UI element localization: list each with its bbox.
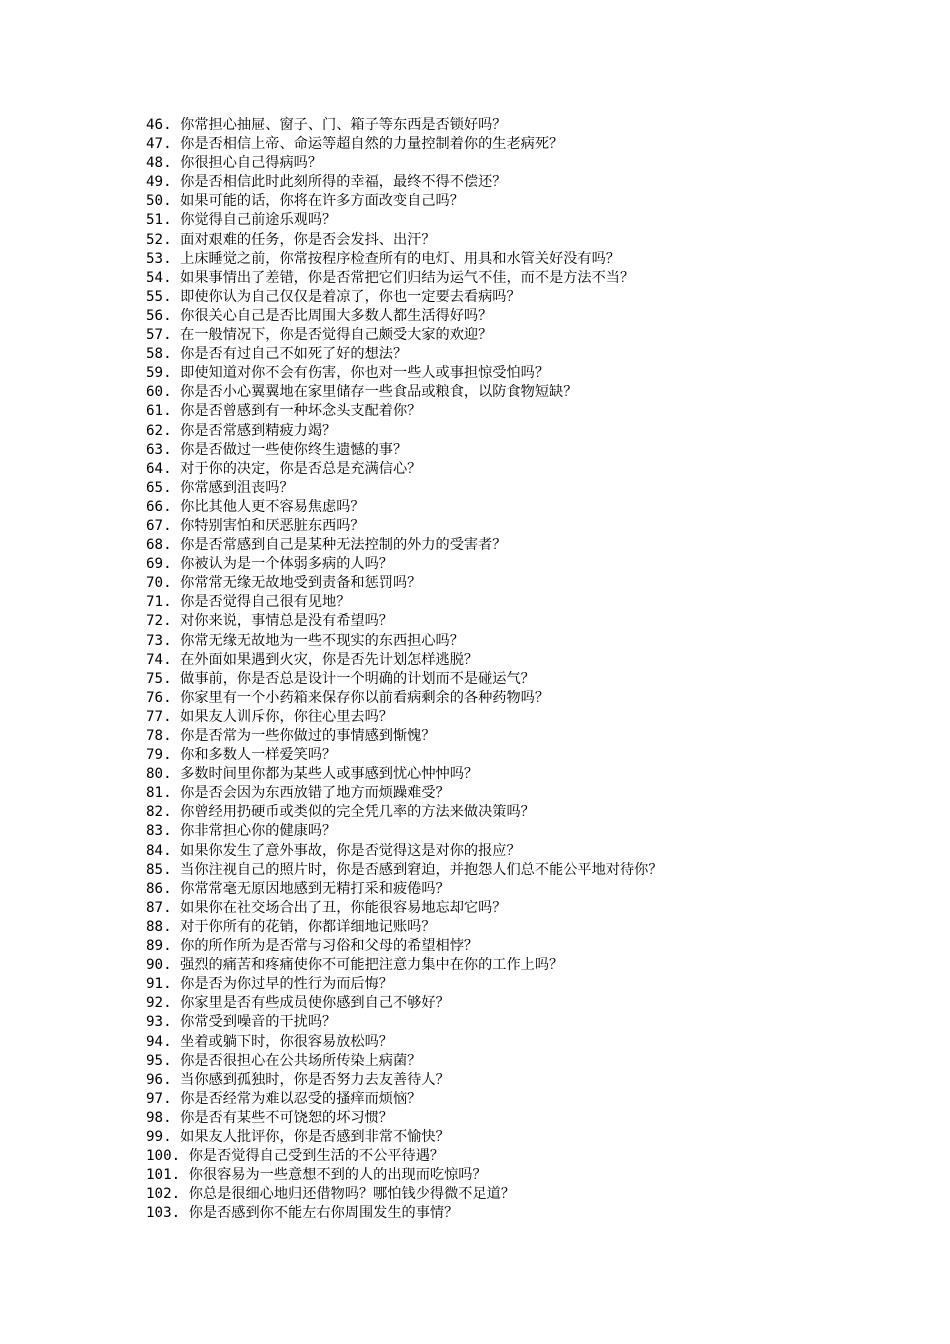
question-item	[146, 154, 926, 173]
question-text: 你很容易为一些意想不到的人的出现而吃惊吗？	[188, 1167, 487, 1184]
question-number: 57.	[146, 327, 172, 344]
question-item	[146, 651, 926, 670]
question-text: 你常感到沮丧吗？	[180, 479, 294, 496]
question-item	[146, 975, 926, 994]
question-text: 你总是很细心地归还借物吗？哪怕钱少得微不足道？	[188, 1186, 516, 1203]
question-text: 多数时间里你都为某些人或事感到忧心忡忡吗？	[180, 766, 479, 783]
question-number: 55.	[146, 288, 172, 305]
question-text: 如果事情出了差错，你是否常把它们归结为运气不佳，而不是方法不当？	[180, 269, 635, 286]
question-number: 85.	[146, 861, 172, 878]
question-number: 84.	[146, 842, 172, 859]
question-number: 76.	[146, 689, 172, 706]
question-text: 如果友人批评你，你是否感到非常不愉快？	[180, 1128, 450, 1145]
question-text: 面对艰难的任务，你是否会发抖、出汗？	[180, 231, 436, 248]
question-item	[146, 1147, 926, 1166]
question-text: 当你注视自己的照片时，你是否感到窘迫，并抱怨人们总不能公平地对待你？	[180, 861, 663, 878]
question-number: 65.	[146, 479, 172, 496]
question-text: 你是否相信上帝、命运等超自然的力量控制着你的生老病死？	[180, 136, 564, 153]
question-text: 强烈的痛苦和疼痛使你不可能把注意力集中在你的工作上吗？	[180, 957, 564, 974]
question-text: 在外面如果遇到火灾，你是否先计划怎样逃脱？	[180, 651, 479, 668]
question-item	[146, 116, 926, 135]
question-item	[146, 402, 926, 421]
question-number: 63.	[146, 441, 172, 458]
question-text: 你是否曾感到有一种坏念头支配着你？	[180, 403, 422, 420]
question-text: 如果可能的话，你将在许多方面改变自己吗？	[180, 193, 464, 210]
question-text: 坐着或躺下时，你很容易放松吗？	[180, 1033, 393, 1050]
question-number: 48.	[146, 155, 172, 172]
question-text: 你是否常感到精疲力竭？	[180, 422, 337, 439]
question-item	[146, 937, 926, 956]
question-item	[146, 670, 926, 689]
question-text: 你是否常感到自己是某种无法控制的外力的受害者？	[180, 537, 507, 554]
question-text: 你是否相信此时此刻所得的幸福，最终不得不偿还？	[180, 174, 507, 191]
question-item	[146, 517, 926, 536]
question-number: 87.	[146, 899, 172, 916]
question-text: 当你感到孤独时，你是否努力去友善待人？	[180, 1071, 450, 1088]
question-text: 上床睡觉之前，你常按程序检查所有的电灯、用具和水管关好没有吗？	[180, 250, 620, 267]
question-item	[146, 288, 926, 307]
question-text: 你很担心自己得病吗？	[180, 155, 323, 172]
question-number: 93.	[146, 1014, 172, 1031]
question-text: 在一般情况下，你是否觉得自己颇受大家的欢迎？	[180, 327, 493, 344]
question-text: 你是否觉得自己很有见地？	[180, 594, 351, 611]
question-number: 92.	[146, 995, 172, 1012]
question-item	[146, 822, 926, 841]
question-item	[146, 1033, 926, 1052]
question-text: 你是否有某些不可饶恕的坏习惯？	[180, 1109, 393, 1126]
question-item	[146, 479, 926, 498]
question-item	[146, 861, 926, 880]
question-text: 你被认为是一个体弱多病的人吗？	[180, 556, 393, 573]
question-text: 你是否会因为东西放错了地方而烦躁难受？	[180, 785, 450, 802]
question-text: 你是否小心翼翼地在家里储存一些食品或粮食，以防食物短缺？	[180, 384, 578, 401]
question-text: 如果你在社交场合出了丑，你能很容易地忘却它吗？	[180, 899, 507, 916]
question-number: 58.	[146, 346, 172, 363]
question-number: 102.	[146, 1186, 181, 1203]
question-number: 72.	[146, 613, 172, 630]
question-text: 你是否有过自己不如死了好的想法？	[180, 346, 408, 363]
question-number: 103.	[146, 1205, 181, 1222]
question-number: 71.	[146, 594, 172, 611]
question-text: 你是否做过一些使你终生遗憾的事？	[180, 441, 408, 458]
question-text: 如果友人训斥你，你往心里去吗？	[180, 708, 393, 725]
question-text: 对你来说，事情总是没有希望吗？	[180, 613, 393, 630]
question-text: 你比其他人更不容易焦虑吗？	[180, 498, 365, 515]
question-number: 99.	[146, 1128, 172, 1145]
question-number: 88.	[146, 918, 172, 935]
question-number: 89.	[146, 938, 172, 955]
question-item	[146, 727, 926, 746]
question-item	[146, 1128, 926, 1147]
question-text: 对于你所有的花销，你都详细地记账吗？	[180, 918, 436, 935]
question-number: 66.	[146, 498, 172, 515]
question-text: 做事前，你是否总是设计一个明确的计划而不是碰运气？	[180, 670, 535, 687]
question-item	[146, 173, 926, 192]
question-item	[146, 441, 926, 460]
question-item	[146, 842, 926, 861]
question-text: 你常受到噪音的干扰吗？	[180, 1014, 337, 1031]
question-item	[146, 1204, 926, 1223]
question-item	[146, 1071, 926, 1090]
question-item	[146, 593, 926, 612]
question-number: 64.	[146, 460, 172, 477]
question-text: 如果你发生了意外事故，你是否觉得这是对你的报应？	[180, 842, 521, 859]
question-item	[146, 880, 926, 899]
question-number: 61.	[146, 403, 172, 420]
question-item	[146, 326, 926, 345]
question-item	[146, 211, 926, 230]
question-number: 68.	[146, 537, 172, 554]
question-number: 83.	[146, 823, 172, 840]
question-item	[146, 250, 926, 269]
question-text: 你家里有一个小药箱来保存你以前看病剩余的各种药物吗？	[180, 689, 550, 706]
question-item	[146, 192, 926, 211]
question-text: 你很关心自己是否比周围大多数人都生活得好吗？	[180, 307, 493, 324]
question-list	[146, 116, 926, 1223]
question-number: 46.	[146, 117, 172, 133]
question-item	[146, 460, 926, 479]
question-item	[146, 269, 926, 288]
question-item	[146, 1109, 926, 1128]
question-number: 97.	[146, 1090, 172, 1107]
question-item	[146, 574, 926, 593]
question-item	[146, 555, 926, 574]
question-text: 你是否经常为难以忍受的搔痒而烦恼？	[180, 1090, 422, 1107]
question-number: 53.	[146, 250, 172, 267]
question-text: 你是否为你过早的性行为而后悔？	[180, 976, 393, 993]
question-item	[146, 803, 926, 822]
question-text: 你是否觉得自己受到生活的不公平待遇？	[188, 1148, 445, 1165]
question-number: 94.	[146, 1033, 172, 1050]
question-item	[146, 383, 926, 402]
question-item	[146, 231, 926, 250]
question-number: 52.	[146, 231, 172, 248]
question-text: 你是否很担心在公共场所传染上病菌？	[180, 1052, 422, 1069]
question-number: 51.	[146, 212, 172, 229]
question-number: 81.	[146, 785, 172, 802]
question-item	[146, 784, 926, 803]
question-item	[146, 307, 926, 326]
question-text: 你曾经用扔硬币或类似的完全凭几率的方法来做决策吗？	[180, 804, 535, 821]
question-number: 79.	[146, 747, 172, 764]
question-item	[146, 708, 926, 727]
question-text: 你是否常为一些你做过的事情感到惭愧？	[180, 728, 436, 744]
question-item	[146, 612, 926, 631]
question-text: 你非常担心你的健康吗？	[180, 823, 337, 840]
question-item	[146, 1185, 926, 1204]
question-number: 80.	[146, 766, 172, 783]
question-number: 75.	[146, 670, 172, 687]
question-number: 47.	[146, 136, 172, 153]
question-text: 对于你的决定，你是否总是充满信心？	[180, 460, 422, 477]
question-number: 60.	[146, 384, 172, 401]
question-number: 101.	[146, 1167, 181, 1184]
question-number: 73.	[146, 632, 172, 649]
question-number: 70.	[146, 575, 172, 592]
question-item	[146, 1090, 926, 1109]
question-item	[146, 632, 926, 651]
question-number: 59.	[146, 365, 172, 382]
question-text: 你是否感到你不能左右你周围发生的事情？	[188, 1205, 459, 1222]
question-number: 77.	[146, 708, 172, 725]
question-item	[146, 956, 926, 975]
question-number: 67.	[146, 517, 172, 534]
question-number: 50.	[146, 193, 172, 210]
question-number: 98.	[146, 1109, 172, 1126]
question-item	[146, 689, 926, 708]
question-number: 100.	[146, 1148, 181, 1165]
question-item	[146, 899, 926, 918]
question-number: 74.	[146, 651, 172, 668]
question-text: 你觉得自己前途乐观吗？	[180, 212, 337, 229]
question-item	[146, 345, 926, 364]
question-text: 你特别害怕和厌恶脏东西吗？	[180, 517, 365, 534]
question-text: 你和多数人一样爱笑吗？	[180, 747, 337, 764]
question-number: 96.	[146, 1071, 172, 1088]
question-number: 69.	[146, 556, 172, 573]
question-text: 你家里是否有些成员使你感到自己不够好？	[180, 995, 450, 1012]
question-item	[146, 765, 926, 784]
question-item	[146, 918, 926, 937]
question-item	[146, 135, 926, 154]
question-text: 你常常毫无原因地感到无精打采和疲倦吗？	[180, 880, 450, 897]
question-item	[146, 422, 926, 441]
question-item	[146, 498, 926, 517]
question-text: 你常担心抽屉、窗子、门、箱子等东西是否锁好吗？	[180, 117, 507, 133]
question-number: 95.	[146, 1052, 172, 1069]
question-number: 82.	[146, 804, 172, 821]
question-item	[146, 364, 926, 383]
question-item	[146, 1052, 926, 1071]
question-item	[146, 1166, 926, 1185]
question-item	[146, 1013, 926, 1032]
question-number: 86.	[146, 880, 172, 897]
question-item	[146, 536, 926, 555]
question-number: 62.	[146, 422, 172, 439]
question-text: 你的所作所为是否常与习俗和父母的希望相悖？	[180, 938, 479, 955]
question-number: 56.	[146, 307, 172, 324]
question-item	[146, 994, 926, 1013]
question-text: 你常无缘无故地为一些不现实的东西担心吗？	[180, 632, 464, 649]
question-text: 你常常无缘无故地受到责备和惩罚吗？	[180, 575, 422, 592]
question-text: 即使你认为自己仅仅是着凉了，你也一定要去看病吗？	[180, 288, 521, 305]
question-number: 90.	[146, 957, 172, 974]
question-number: 49.	[146, 174, 172, 191]
question-text: 即使知道对你不会有伤害，你也对一些人或事担惊受怕吗？	[180, 365, 550, 382]
question-number: 91.	[146, 976, 172, 993]
question-number: 78.	[146, 728, 172, 744]
question-item	[146, 746, 926, 765]
question-number: 54.	[146, 269, 172, 286]
